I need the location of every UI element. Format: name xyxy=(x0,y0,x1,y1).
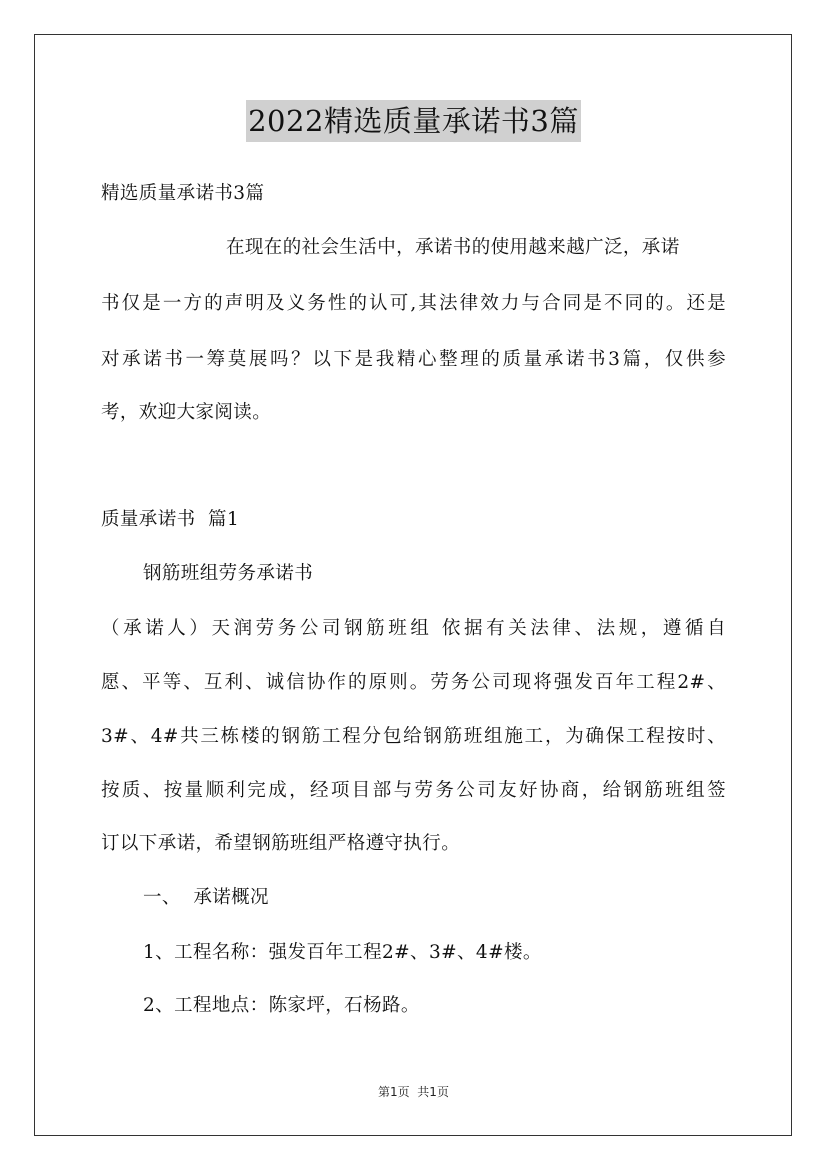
body-line-1: （承诺人）天润劳务公司钢筋班组 依据有关法律、法规，遵循自 xyxy=(101,618,726,639)
body-line-4: 按质、按量顺利完成，经项目部与劳务公司友好协商，给钢筋班组签 xyxy=(101,780,726,801)
body-line-2: 愿、平等、互利、诚信协作的原则。劳务公司现将强发百年工程2#、 xyxy=(101,672,726,693)
intro-line-4: 考，欢迎大家阅读。 xyxy=(101,402,272,423)
body-line-3: 3#、4#共三栋楼的钢筋工程分包给钢筋班组施工，为确保工程按时、 xyxy=(101,726,726,747)
title-container xyxy=(0,100,827,142)
body-line-5: 订以下承诺，希望钢筋班组严格遵守执行。 xyxy=(101,833,461,854)
document-subtitle: 精选质量承诺书3篇 xyxy=(101,183,265,204)
list-item-1: 1、工程名称：强发百年工程2#、3#、4#楼。 xyxy=(143,942,542,963)
list-item-2: 2、工程地点：陈家坪，石杨路。 xyxy=(143,995,420,1016)
intro-line-3: 对承诺书一筹莫展吗？以下是我精心整理的质量承诺书3篇，仅供参 xyxy=(101,349,726,370)
section-subtitle: 钢筋班组劳务承诺书 xyxy=(143,563,314,584)
intro-line-1: 在现在的社会生活中，承诺书的使用越来越广泛，承诺 xyxy=(226,237,680,258)
intro-line-2: 书仅是一方的声明及义务性的认可,其法律效力与合同是不同的。还是 xyxy=(101,293,726,314)
list-heading: 一、 承诺概况 xyxy=(143,887,269,908)
page-footer: 第1页 共1页 xyxy=(378,1085,449,1099)
document-title: 2022精选质量承诺书3篇 xyxy=(246,100,581,142)
section-heading: 质量承诺书 篇1 xyxy=(101,509,240,530)
